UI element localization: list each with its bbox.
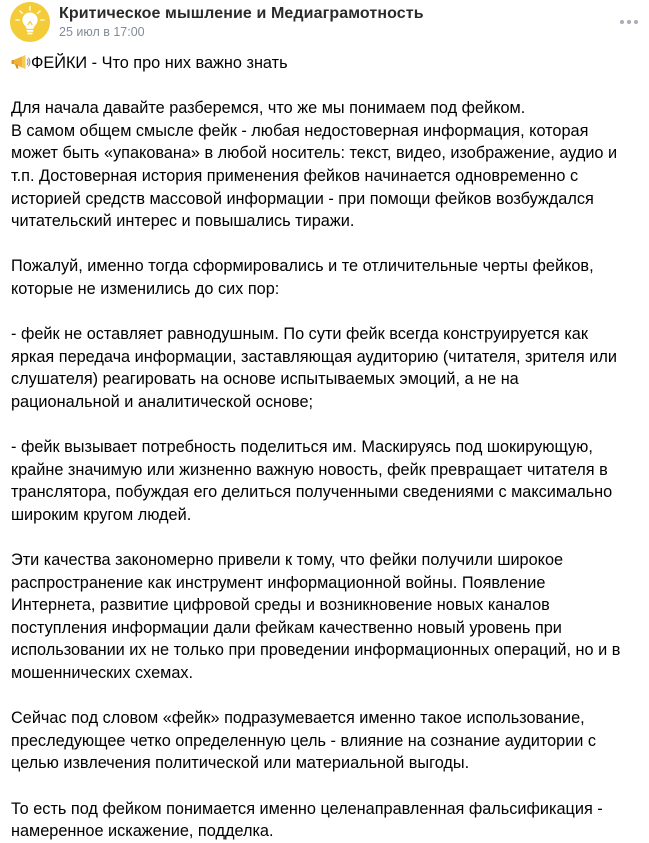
paragraph-line: распространение как инструмент информационной войны. Появление [11, 573, 546, 592]
post-title [11, 52, 641, 75]
post-paragraph [11, 436, 641, 526]
post-paragraph [11, 549, 641, 685]
paragraph-line: - фейк вызывает потребность поделиться им. Маскируясь под шокирующую, [11, 438, 593, 457]
paragraph-line: - фейк не оставляет равнодушным. По сути фейк всегда конструируется как [11, 325, 588, 344]
paragraph-line: Интернета, развитие цифровой среды и возникновение новых каналов [11, 596, 550, 615]
paragraph-line: То есть под фейком понимается именно целенаправленная фальсификация - [11, 799, 603, 818]
post-paragraph [11, 255, 641, 300]
paragraph-line: транслятора, побуждая его делиться полученными сведениями с максимально [11, 483, 613, 502]
paragraph-line: историей средств массовой информации - при помощи фейков возбуждался [11, 189, 594, 208]
community-avatar[interactable] [10, 2, 50, 42]
paragraph-line: крайне значимую или жизненно важную новость, фейк превращает читателя в [11, 460, 608, 479]
lightbulb-icon [10, 2, 50, 42]
paragraph-line: целью извлечения политической или материальной выгоды. [11, 754, 470, 773]
more-dots-icon [620, 20, 624, 24]
post-text [11, 52, 641, 843]
paragraph-line: Для начала давайте разберемся, что же мы понимаем под фейком. [11, 99, 526, 118]
post-date[interactable]: 25 июл в 17:00 [59, 25, 145, 39]
megaphone-icon [11, 54, 31, 70]
paragraph-line: использовании их не только при проведении информационных операций, но и в [11, 641, 621, 660]
post-paragraph [11, 323, 641, 413]
paragraph-line: читательский интерес и повышались тиражи. [11, 212, 355, 231]
paragraph-line: мошеннических схемах. [11, 664, 194, 683]
paragraph-line: рациональной и аналитической основе; [11, 392, 314, 411]
post-paragraph [11, 707, 641, 775]
paragraph-line: Эти качества закономерно привели к тому, что фейки получили широкое [11, 551, 564, 570]
post-paragraphs [11, 97, 641, 843]
paragraph-line: преследующее четко определенную цель - влияние на сознание аудитории с [11, 731, 597, 750]
paragraph-line: т.п. Достоверная история применения фейков начинается одновременно с [11, 166, 579, 185]
paragraph-line: слушателя) реагировать на основе испытываемых эмоций, а не на [11, 370, 519, 389]
paragraph-line: В самом общем смысле фейк - любая недостоверная информация, которая [11, 121, 589, 140]
paragraph-line: яркая передача информации, заставляющая аудиторию (читателя, зрителя или [11, 347, 617, 366]
post-header [0, 0, 649, 48]
post-title-text: ФЕЙКИ - Что про них важно знать [31, 54, 288, 72]
post-paragraph [11, 798, 641, 843]
paragraph-line: Пожалуй, именно тогда сформировались и те отличительные черты фейков, [11, 257, 594, 276]
paragraph-line: широким кругом людей. [11, 505, 192, 524]
post-paragraph [11, 97, 641, 233]
paragraph-line: Сейчас под словом «фейк» подразумевается именно такое использование, [11, 709, 585, 728]
community-name[interactable]: Критическое мышление и Медиаграмотность [59, 5, 424, 22]
paragraph-line: намеренное искажение, подделка. [11, 822, 274, 841]
paragraph-line: поступления информации дали фейкам качественно новый уровень при [11, 618, 562, 637]
paragraph-line: может быть «упакована» в любой носитель: текст, видео, изображение, аудио и [11, 144, 618, 163]
more-options-button[interactable] [616, 14, 642, 30]
paragraph-line: которые не изменились до сих пор: [11, 279, 280, 298]
